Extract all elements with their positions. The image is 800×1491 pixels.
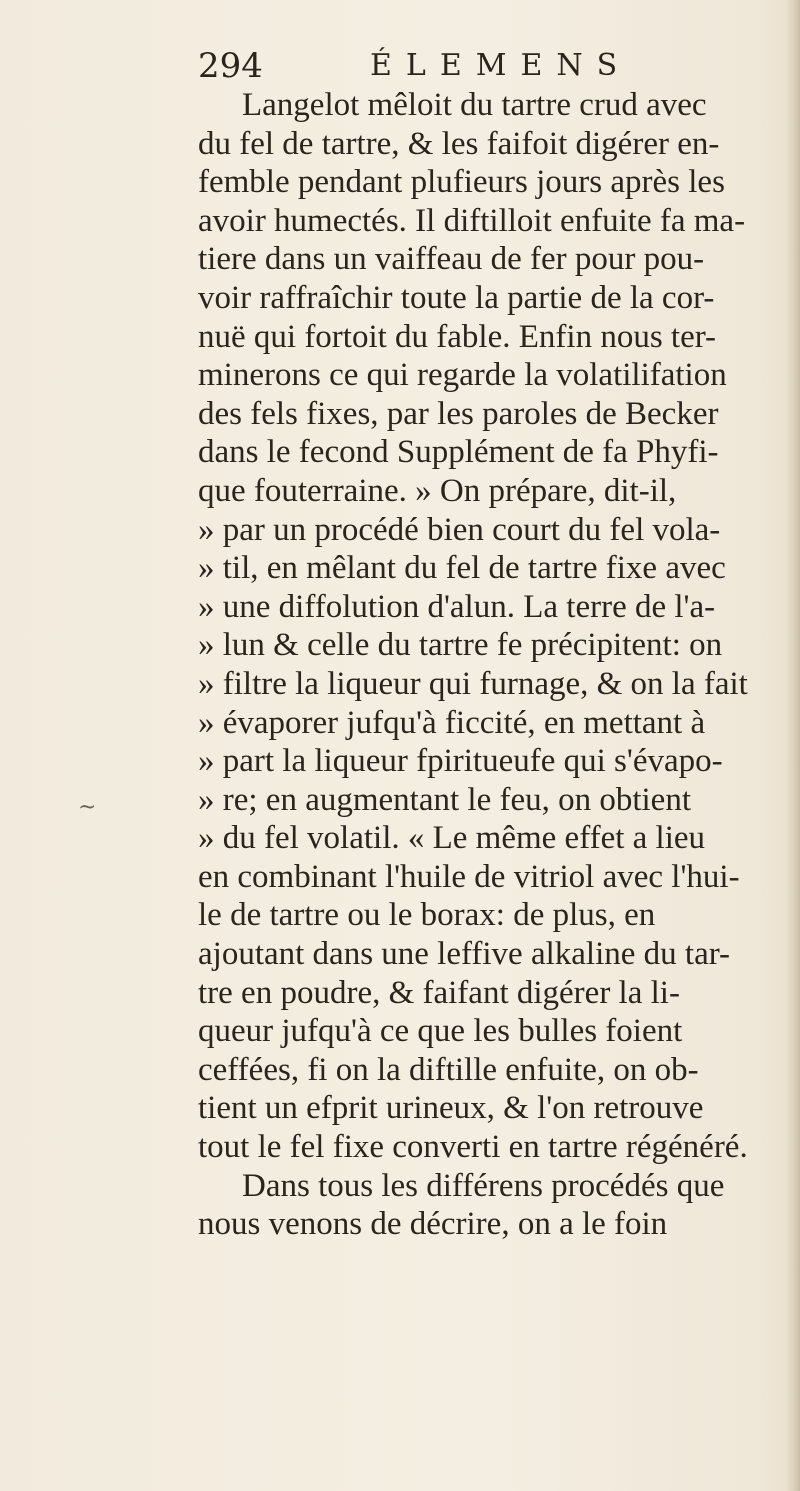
text-line: femble pendant plufieurs jours après les [198, 164, 725, 201]
text-line: » du fel volatil. « Le même effet a lieu [198, 820, 706, 857]
text-line: » til, en mêlant du fel de tartre fixe avec [198, 550, 726, 587]
page-header [198, 46, 632, 86]
text-line: nous venons de décrire, on a le foin [198, 1206, 668, 1243]
text-line: le de tartre ou le borax: de plus, en [198, 897, 656, 934]
margin-mark: ~ [78, 795, 97, 820]
text-line: tout le fel fixe converti en tartre régénéré. [198, 1129, 748, 1166]
running-title: ÉLEMENS [370, 48, 632, 83]
body-text [198, 86, 783, 1244]
page-number: 294 [198, 46, 263, 86]
text-line: tient un efprit urineux, & l'on retrouve [198, 1090, 704, 1127]
text-line: » une diffolution d'alun. La terre de l'a- [198, 588, 716, 625]
text-line: » lun & celle du tartre fe précipitent: on [198, 627, 723, 664]
text-line: queur jufqu'à ce que les bulles foient [198, 1013, 683, 1050]
text-line: que fouterraine. » On prépare, dit-il, [198, 472, 677, 509]
text-line: tre en poudre, & faifant digérer la li- [198, 974, 680, 1011]
text-line: » filtre la liqueur qui furnage, & on la fait [198, 665, 748, 702]
text-line: tiere dans un vaiffeau de fer pour pou- [198, 241, 705, 278]
text-line: en combinant l'huile de vitriol avec l'hui- [198, 858, 740, 895]
text-line: » par un procédé bien court du fel vola- [198, 511, 721, 548]
text-line: nuë qui fortoit du fable. Enfin nous ter- [198, 318, 717, 355]
text-line: voir raffraîchir toute la partie de la cor- [198, 279, 715, 316]
text-line: dans le fecond Supplément de fa Phyfi- [198, 434, 719, 471]
text-line: du fel de tartre, & les faifoit digérer en- [198, 125, 720, 162]
text-line: ceffées, fi on la diftille enfuite, on ob- [198, 1051, 699, 1088]
page-edge-shadow [786, 0, 800, 1491]
text-line: avoir humectés. Il diftilloit enfuite fa ma- [198, 202, 746, 239]
text-line: Dans tous les différens procédés que [242, 1167, 725, 1204]
text-line: Langelot mêloit du tartre crud avec [242, 87, 707, 123]
text-line: des fels fixes, par les paroles de Becker [198, 395, 719, 432]
text-line: » re; en augmentant le feu, on obtient [198, 781, 692, 818]
text-line: » part la liqueur fpiritueufe qui s'évapo- [198, 743, 723, 780]
text-line: » évaporer jufqu'à ficcité, en mettant à [198, 704, 706, 741]
text-line: ajoutant dans une leffive alkaline du tar- [198, 936, 731, 973]
text-line: minerons ce qui regarde la volatilifation [198, 357, 727, 394]
